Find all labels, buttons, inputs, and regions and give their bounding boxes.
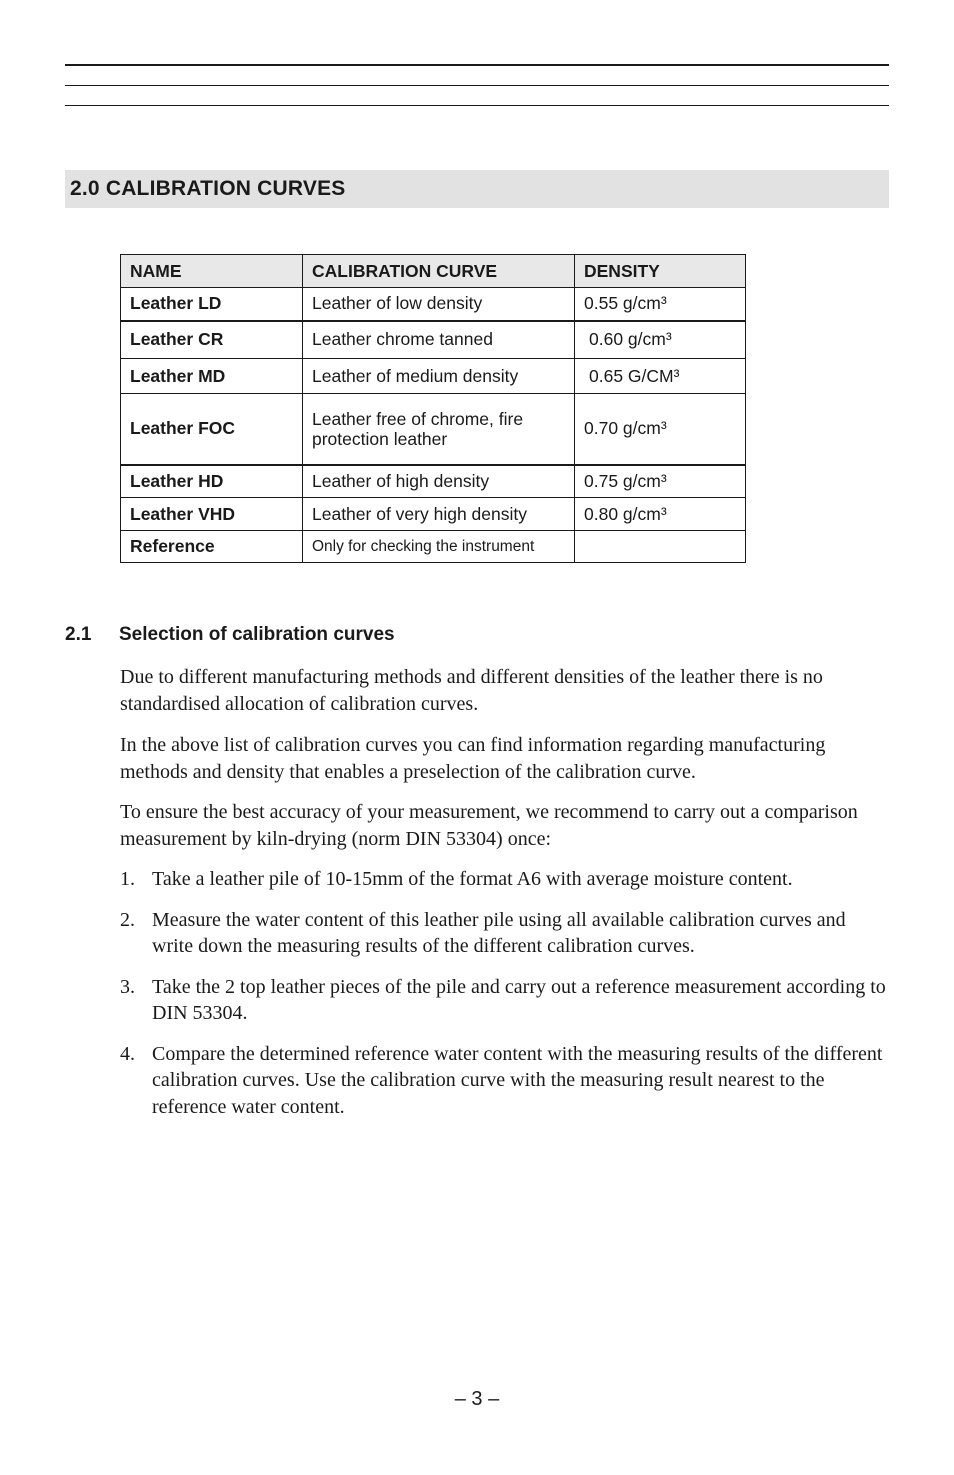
row-density: 0.60 g/cm³ — [575, 321, 746, 359]
list-item-number: 1. — [120, 868, 135, 890]
row-density: 0.65 G/CM³ — [575, 359, 746, 394]
table-row — [121, 394, 746, 465]
calibration-table — [120, 254, 746, 563]
row-curve: Leather of high density — [303, 465, 575, 498]
row-curve: Leather free of chrome, fire protection leather — [303, 394, 575, 465]
row-density: 0.80 g/cm³ — [575, 498, 746, 531]
row-curve: Leather of medium density — [303, 359, 575, 394]
row-curve: Leather of very high density — [303, 498, 575, 531]
list-item-text: Measure the water content of this leather pile using all available calibration curves and write down the measuring results of the different calibration curves. — [152, 908, 846, 957]
table-row — [121, 531, 746, 563]
row-name: Leather CR — [121, 321, 303, 359]
table-row — [121, 321, 746, 359]
procedure-list — [120, 866, 890, 1134]
list-item — [120, 866, 890, 893]
header-rule-bottom — [65, 105, 889, 106]
row-name: Leather FOC — [121, 394, 303, 465]
list-item — [120, 907, 890, 960]
list-item-text: Take a leather pile of 10-15mm of the format A6 with average moisture content. — [152, 868, 793, 890]
list-item-number: 4. — [120, 1042, 135, 1065]
row-name: Leather MD — [121, 359, 303, 394]
list-item-text: Compare the determined reference water content with the measuring results of the different calibration curves. Use the calibration curve with the measuring result nearest to the reference water content. — [152, 1042, 883, 1118]
table-row — [121, 465, 746, 498]
row-density — [575, 531, 746, 563]
row-curve: Only for checking the instrument — [303, 531, 575, 563]
paragraph: In the above list of calibration curves you can find information regarding manufacturing methods and density that enables a preselection of the calibration curve. — [120, 734, 826, 783]
list-item — [120, 1041, 890, 1121]
table-row — [121, 498, 746, 531]
row-name: Leather VHD — [121, 498, 303, 531]
list-item-text: Take the 2 top leather pieces of the pile and carry out a reference measurement according to DIN 53304. — [152, 975, 886, 1024]
list-item — [120, 974, 890, 1027]
column-header-name: NAME — [121, 255, 303, 288]
table-header-row — [121, 255, 746, 288]
row-name: Reference — [121, 531, 303, 563]
column-header-density: DENSITY — [575, 255, 746, 288]
row-curve: Leather chrome tanned — [303, 321, 575, 359]
subsection-title: Selection of calibration curves — [119, 624, 395, 645]
subsection-heading — [65, 624, 395, 646]
row-curve: Leather of low density — [303, 288, 575, 321]
header-rule-top — [65, 64, 889, 66]
section-title: 2.0 CALIBRATION CURVES — [65, 170, 889, 208]
list-item-number: 3. — [120, 975, 135, 998]
list-item-number: 2. — [120, 908, 135, 931]
row-density: 0.75 g/cm³ — [575, 465, 746, 498]
page-number: – 3 – — [454, 1388, 500, 1410]
subsection-number: 2.1 — [65, 624, 92, 645]
row-density: 0.70 g/cm³ — [575, 394, 746, 465]
paragraph: Due to different manufacturing methods and different densities of the leather there is no standardised allocation of calibration curves. — [120, 666, 823, 715]
column-header-curve: CALIBRATION CURVE — [303, 255, 575, 288]
table-row — [121, 359, 746, 394]
paragraph: To ensure the best accuracy of your measurement, we recommend to carry out a comparison measurement by kiln-drying (norm DIN 53304) once: — [120, 801, 858, 850]
row-name: Leather LD — [121, 288, 303, 321]
header-rule-middle — [65, 85, 889, 86]
row-density: 0.55 g/cm³ — [575, 288, 746, 321]
table-row — [121, 288, 746, 321]
row-name: Leather HD — [121, 465, 303, 498]
